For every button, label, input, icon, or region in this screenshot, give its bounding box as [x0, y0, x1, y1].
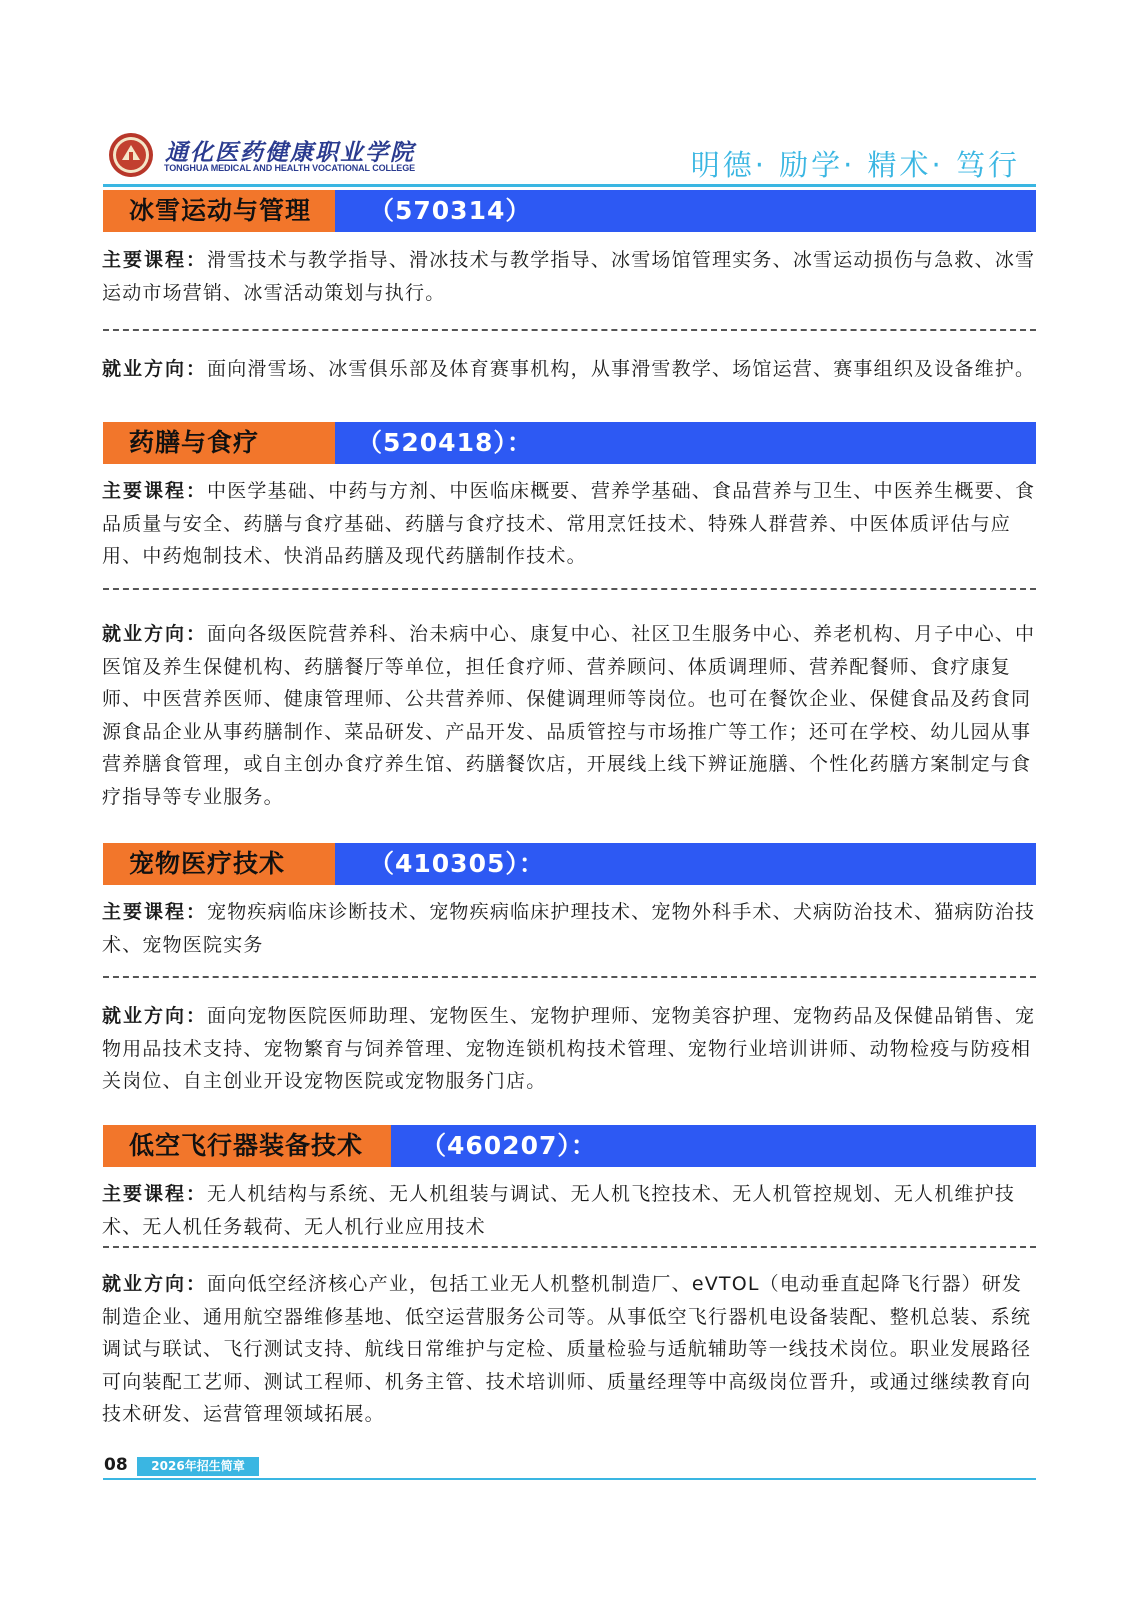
- section-divider: [103, 976, 1036, 978]
- section-divider: [103, 329, 1036, 331]
- major-name: 低空飞行器装备技术: [103, 1125, 391, 1167]
- major-courses: [102, 896, 1036, 961]
- major-jobs: [102, 618, 1036, 813]
- major-name: 冰雪运动与管理: [103, 190, 335, 232]
- courses-text: 中医学基础、中药与方剂、中医临床概要、营养学基础、食品营养与卫生、中医养生概要、食品质量与安全、药膳与食疗基础、药膳与食疗技术、常用烹饪技术、特殊人群营养、中医体质评估与应用、中药炮制技术、快消品药膳及现代药膳制作技术。: [102, 480, 1036, 567]
- major-banner: [103, 843, 1036, 885]
- major-banner: [103, 190, 1036, 232]
- courses-label: 主要课程：: [102, 480, 208, 502]
- major-jobs: [102, 1268, 1036, 1431]
- major-name: 药膳与食疗: [103, 422, 335, 464]
- header-divider: [103, 184, 1036, 187]
- footer-divider: [103, 1478, 1036, 1480]
- courses-label: 主要课程：: [102, 901, 208, 923]
- major-code: （570314）: [335, 190, 1036, 232]
- courses-text: 宠物疾病临床诊断技术、宠物疾病临床护理技术、宠物外科手术、犬病防治技术、猫病防治技术、宠物医院实务: [102, 901, 1036, 956]
- jobs-text: 面向滑雪场、冰雪俱乐部及体育赛事机构，从事滑雪教学、场馆运营、赛事组织及设备维护。: [207, 358, 1036, 380]
- major-courses: [102, 1178, 1036, 1243]
- major-code: （410305）：: [335, 843, 1036, 885]
- courses-text: 无人机结构与系统、无人机组装与调试、无人机飞控技术、无人机管控规划、无人机维护技术、无人机任务载荷、无人机行业应用技术: [102, 1183, 1016, 1238]
- brochure-tag: 2026年招生简章: [137, 1457, 259, 1476]
- major-jobs: [102, 1000, 1036, 1098]
- courses-text: 滑雪技术与教学指导、滑冰技术与教学指导、冰雪场馆管理实务、冰雪运动损伤与急救、冰雪运动市场营销、冰雪活动策划与执行。: [102, 249, 1036, 304]
- college-motto: 明德· 励学· 精术· 笃行: [690, 148, 1020, 182]
- major-name: 宠物医疗技术: [103, 843, 335, 885]
- major-banner: [103, 422, 1036, 464]
- jobs-text: 面向宠物医院医师助理、宠物医生、宠物护理师、宠物美容护理、宠物药品及保健品销售、宠物用品技术支持、宠物繁育与饲养管理、宠物连锁机构技术管理、宠物行业培训讲师、动物检疫与防疫相关岗位、自主创业开设宠物医院或宠物服务门店。: [102, 1005, 1036, 1092]
- section-divider: [103, 1246, 1036, 1248]
- jobs-label: 就业方向：: [102, 1273, 208, 1295]
- jobs-label: 就业方向：: [102, 1005, 208, 1027]
- jobs-text: 面向低空经济核心产业，包括工业无人机整机制造厂、eVTOL（电动垂直起降飞行器）研发制造企业、通用航空器维修基地、低空运营服务公司等。从事低空飞行器机电设备装配、整机总装、系统调试与联试、飞行测试支持、航线日常维护与定检、质量检验与适航辅助等一线技术岗位。职业发展路径可向装配工艺师、测试工程师、机务主管、技术培训师、质量经理等中高级岗位晋升，或通过继续教育向技术研发、运营管理领域拓展。: [102, 1273, 1032, 1425]
- page-header: [103, 130, 1036, 188]
- jobs-label: 就业方向：: [102, 623, 208, 645]
- college-name-en: TONGHUA MEDICAL AND HEALTH VOCATIONAL COLLEGE: [164, 163, 415, 173]
- major-banner: [103, 1125, 1036, 1167]
- courses-label: 主要课程：: [102, 1183, 208, 1205]
- section-divider: [103, 588, 1036, 590]
- major-code: （520418）：: [335, 422, 1036, 464]
- page-number: 08: [104, 1455, 128, 1475]
- major-code: （460207）：: [391, 1125, 1036, 1167]
- major-courses: [102, 244, 1036, 309]
- courses-label: 主要课程：: [102, 249, 208, 271]
- jobs-label: 就业方向：: [102, 358, 208, 380]
- college-emblem-icon: [108, 132, 154, 178]
- major-jobs: [102, 353, 1036, 386]
- jobs-text: 面向各级医院营养科、治未病中心、康复中心、社区卫生服务中心、养老机构、月子中心、中医馆及养生保健机构、药膳餐厅等单位，担任食疗师、营养顾问、体质调理师、营养配餐师、食疗康复师、中医营养医师、健康管理师、公共营养师、保健调理师等岗位。也可在餐饮企业、保健食品及药食同源食品企业从事药膳制作、菜品研发、产品开发、品质管控与市场推广等工作；还可在学校、幼儿园从事营养膳食管理，或自主创办食疗养生馆、药膳餐饮店，开展线上线下辨证施膳、个性化药膳方案制定与食疗指导等专业服务。: [102, 623, 1036, 808]
- college-name-cn: 通化医药健康职业学院: [165, 139, 415, 166]
- major-courses: [102, 475, 1036, 573]
